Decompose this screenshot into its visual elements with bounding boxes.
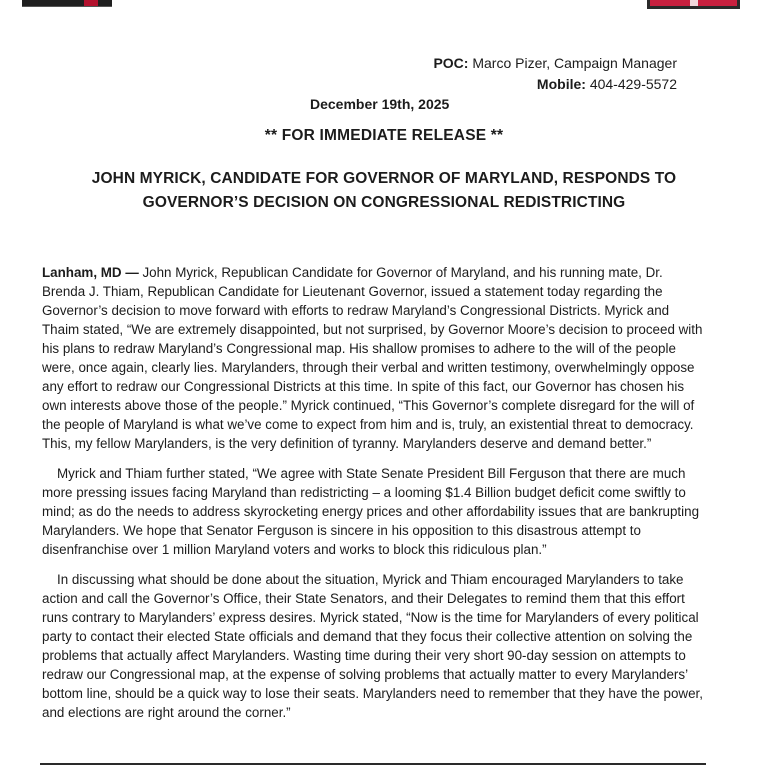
mobile-label: Mobile: xyxy=(536,76,586,92)
poc-label: POC: xyxy=(433,55,469,71)
bottom-divider xyxy=(40,763,706,765)
logo-flag-band xyxy=(650,0,737,6)
mobile-line xyxy=(433,74,677,95)
release-date: December 19th, 2025 xyxy=(310,96,450,112)
campaign-logo-right xyxy=(647,0,740,9)
headline: JOHN MYRICK, CANDIDATE FOR GOVERNOR OF MARYLAND, RESPONDS TO GOVERNOR’S DECISION ON CONGRESSIONAL REDISTRICTING xyxy=(91,170,677,211)
campaign-logo-left xyxy=(22,0,112,7)
mobile-value: 404-429-5572 xyxy=(589,76,677,92)
paragraph-3: In discussing what should be done about the situation, Myrick and Thiam encouraged Marylanders to take action and call the Governor’s Office, their State Senators, and their Delegates to remind them that this effort runs contrary to Marylanders’ express desires. Myrick stated, “Now is the time for Marylanders of every political party to contact their elected State officials and demand that they focus their collective attention on solving the problems that actually affect Marylanders. Wasting time during their very short 90-day session on attempts to redraw our Congressional map, at the expense of solving problems that actually matter to every Marylanders’ bottom line, should be a quick way to lose their seats. Marylanders need to remember that they have the power, and elections are right around the corner.” xyxy=(42,572,703,720)
logo-flag-stripe xyxy=(690,0,698,6)
paragraph-1-text: John Myrick, Republican Candidate for Governor of Maryland, and his running mate, Dr. Brenda J. Thiam, Republican Candidate for Lieutenant Governor, issued a statement today regarding the Governor’s decision to move forward with efforts to redraw Maryland’s Congressional Districts. Myrick and Thaim stated, “We are extremely disappointed, but not surprised, by Governor Moore’s decision to proceed with his plans to redraw Maryland’s Congressional map. His shallow promises to adhere to the will of the people were, once again, clearly lies. Marylanders, through their verbal and written testimony, overwhelmingly oppose any effort to redraw our Congressional Districts at this time. In spite of this fact, our Governor has chosen his own interests above those of the people.” Myrick continued, “This Governor’s complete disregard for the will of the people of Maryland is what we’ve come to expect from him and is, truly, an existential threat to democracy. This, my fellow Marylanders, is the very definition of tyranny. Marylanders deserve and demand better.” xyxy=(42,265,703,451)
logo-accent xyxy=(84,0,98,6)
paragraph-2: Myrick and Thiam further stated, “We agree with State Senate President Bill Ferguson that there are much more pressing issues facing Maryland than redistricting – a looming $1.4 Billion budget deficit come swiftly to mind; as do the needs to address skyrocketing energy prices and other affordability issues that are bankrupting Marylanders. We hope that Senator Ferguson is sincere in his opposition to this disastrous attempt to disenfranchise over 1 million Maryland voters and works to block this ridiculous plan.” xyxy=(42,466,700,557)
press-release-body xyxy=(42,263,706,733)
contact-block xyxy=(433,53,677,95)
release-notice: ** FOR IMMEDIATE RELEASE ** xyxy=(264,127,504,144)
paragraph-1 xyxy=(42,263,706,453)
poc-line xyxy=(433,53,677,74)
poc-value: Marco Pizer, Campaign Manager xyxy=(472,55,677,71)
dateline: Lanham, MD — xyxy=(42,265,139,280)
